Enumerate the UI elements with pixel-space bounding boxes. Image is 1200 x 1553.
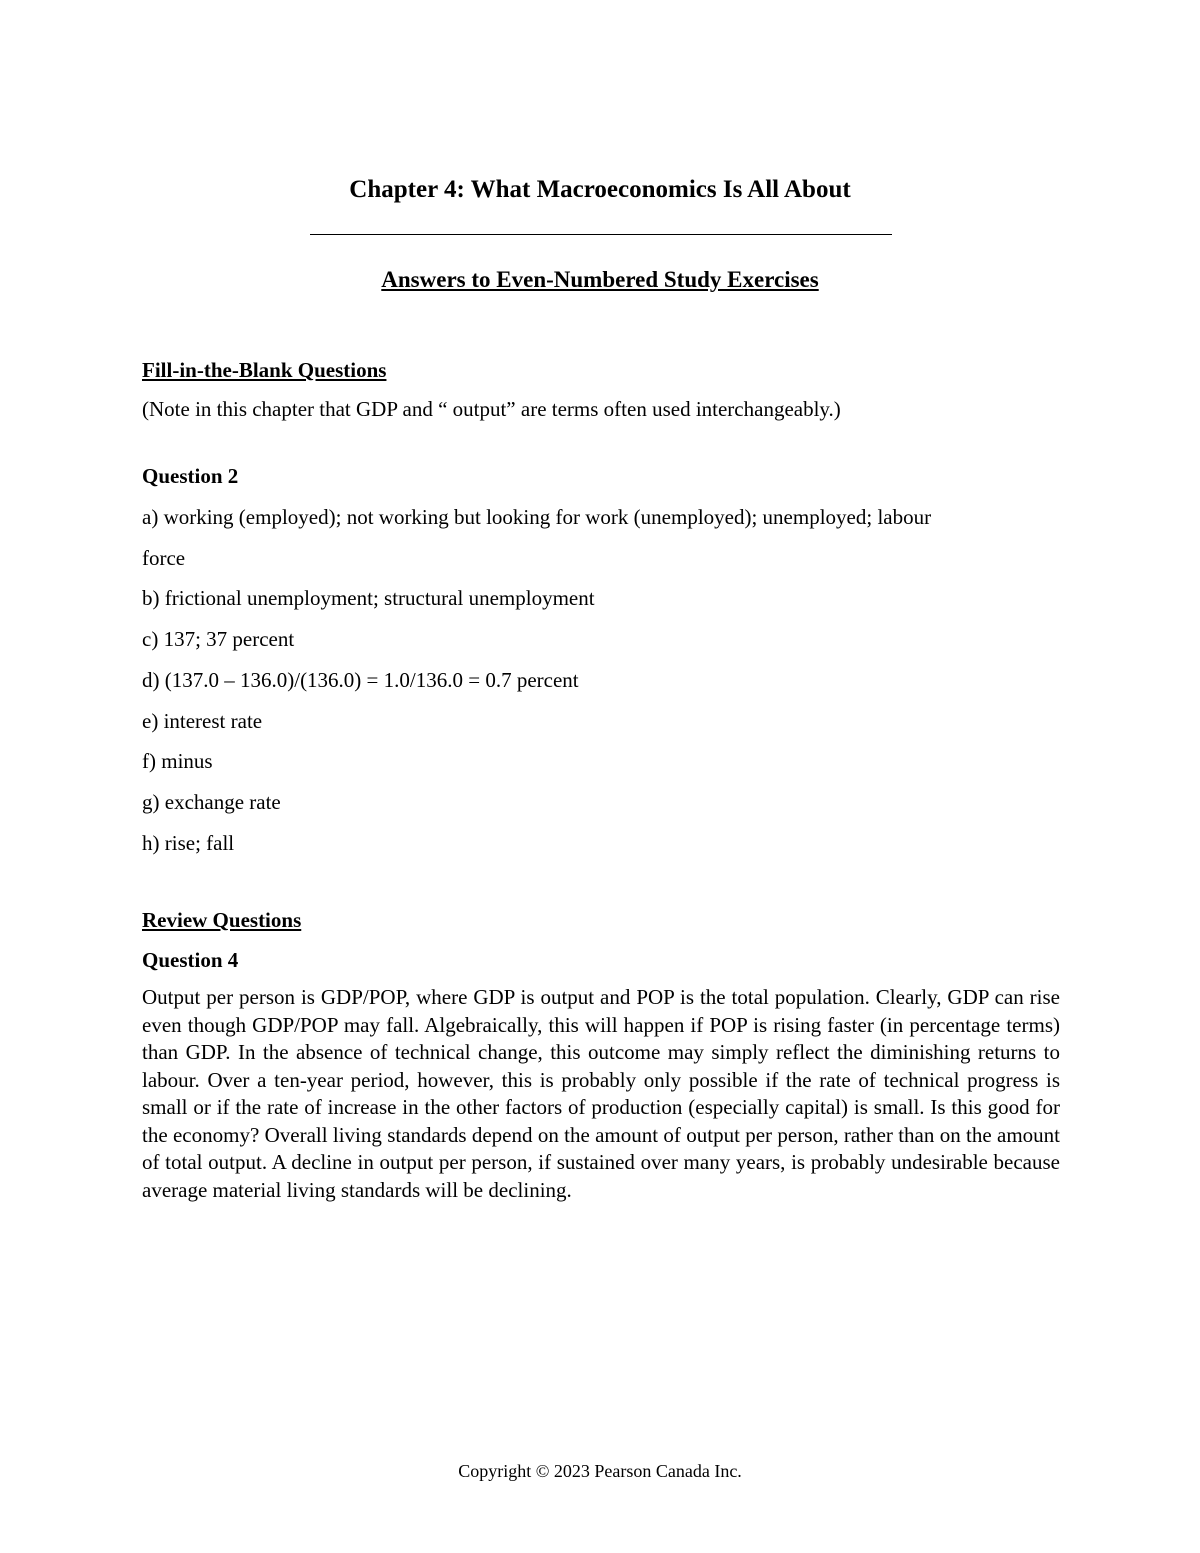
answer-line: a) working (employed); not working but looking for work (unemployed); unemployed; labour [142,505,932,529]
question-4-answer: Output per person is GDP/POP, where GDP is output and POP is the total population. Clearly, GDP can rise even though GDP/POP may fall. Algebraically, this will happen if POP is rising faster (in percentage terms) than GDP. In the absence of technical change, this outcome may simply reflect the diminishing returns to labour. Over a ten-year period, however, this is probably only possible if the rate of technical progress is small or if the rate of increase in the other factors of production (especially capital) is small. Is this good for the economy? Overall living standards depend on the amount of output per person, rather than on the amount of total output. A decline in output per person, if sustained over many years, is probably undesirable because average material living standards will be declining. [142,985,1060,1202]
answer-line: h) rise; fall [142,830,235,855]
chapter-title: Chapter 4: What Macroeconomics Is All About [349,176,851,203]
title-divider [310,234,892,235]
answer-line: e) interest rate [142,708,263,733]
review-section-heading: Review Questions [142,908,302,932]
question-4-label: Question 4 [142,948,239,972]
answer-line: c) 137; 37 percent [142,627,295,652]
fill-in-note: (Note in this chapter that GDP and “ output” are terms often used interchangeably.) [142,397,841,421]
answer-line: force [142,545,186,570]
answer-line: f) minus [142,749,213,774]
answer-line: g) exchange rate [142,789,281,814]
document-subtitle: Answers to Even-Numbered Study Exercises [381,267,819,292]
copyright-footer: Copyright © 2023 Pearson Canada Inc. [458,1461,742,1481]
question-2-answers [142,497,1042,863]
question-2-label: Question 2 [142,464,239,488]
answer-line: d) (137.0 – 136.0)/(136.0) = 1.0/136.0 = 0.7 percent [142,667,579,692]
fill-in-section-heading: Fill-in-the-Blank Questions [142,358,387,382]
answer-line: b) frictional unemployment; structural unemployment [142,586,595,611]
